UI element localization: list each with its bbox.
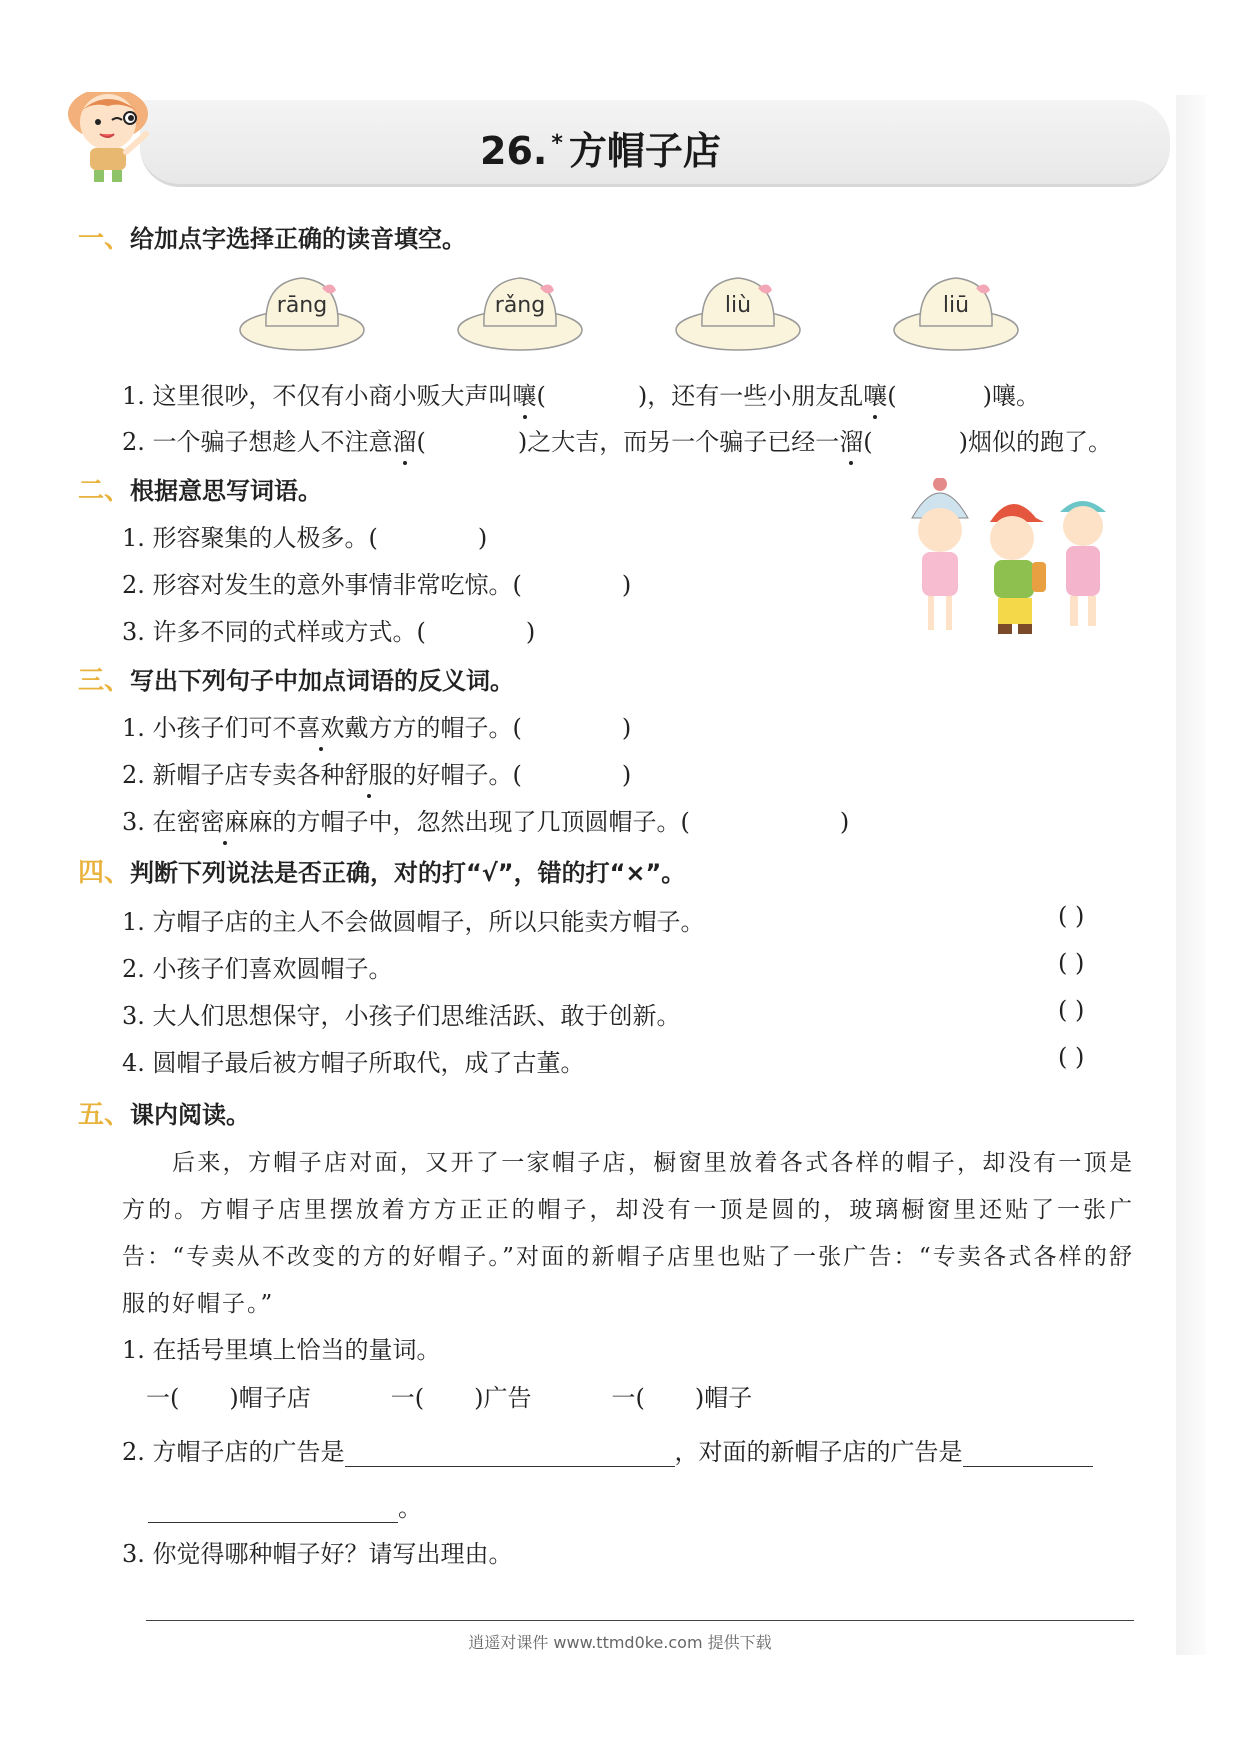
s2q2-text: 2. 形容对发生的意外事情非常吃惊。( [122,571,522,599]
hat-2 [458,278,582,350]
s2q1-text: 1. 形容聚集的人极多。( [122,524,378,552]
s2-question-2 [122,565,631,600]
s4-answer-box-4[interactable]: ( ) [1058,1043,1085,1071]
child-figure-right [1060,501,1106,626]
measure-3-prefix: 一( [611,1384,645,1412]
section4-title [78,852,685,889]
pinyin-hats [236,268,1066,360]
section3-number: 三、 [78,666,131,696]
footer-watermark: 逍遥对课件 www.ttmd0ke.com 提供下载 [468,1633,772,1652]
measure-1-prefix: 一( [146,1384,180,1412]
s1q2-text-a: 2. 一个骗子想趁人不注意 [122,428,393,456]
s3q2-paren-close: ) [621,761,632,789]
children-illustration [900,478,1130,648]
s1q1-text-e: )嚷。 [982,382,1041,410]
s5-question-3: 3. 你觉得哪种帽子好？请写出理由。 [122,1540,513,1568]
s5-question-2-cont [148,1488,422,1523]
s5-measure-words [146,1378,752,1413]
s2q2-paren-close: ) [621,571,632,599]
s1q1-dotted-char-2: 嚷 [863,382,888,410]
section4-number: 四、 [78,858,131,888]
lesson-title [480,120,721,173]
measure-2-noun: )广告 [474,1384,532,1412]
s5q2-answer-line-3[interactable] [148,1500,398,1523]
girl-figure [912,478,968,630]
s5-question-2 [122,1432,1093,1467]
s2q3-text: 3. 许多不同的式样或方式。( [122,618,426,646]
section1-title [78,218,466,255]
s3-question-1 [122,708,631,743]
s4-statement-2: 2. 小孩子们喜欢圆帽子。 [122,955,393,983]
s2-question-1 [122,518,487,553]
s4-answer-box-3[interactable]: ( ) [1058,996,1085,1024]
lesson-number: 26. [480,129,548,173]
s2-question-3 [122,612,535,647]
hat-3 [676,278,800,350]
s1q2-paren-open-1: ( [416,428,426,456]
s1-question-1 [122,376,1040,411]
section4-title-text: 判断下列说法是否正确，对的打“√”，错的打“×”。 [130,859,686,887]
s5q3-answer-line[interactable] [146,1620,1134,1621]
s1q2-paren-open-2: ( [863,428,873,456]
reading-passage-text: 后来，方帽子店对面，又开了一家帽子店，橱窗里放着各式各样的帽子，却没有一顶是方的。方帽子店里摆放着方方正正的帽子，却没有一顶是圆的，玻璃橱窗里还贴了一张广告：“专卖从不改变的方的好帽子。”对面的新帽子店里也贴了一张广告：“专卖各式各样的舒服的好帽子。” [122,1150,1134,1317]
section2-title [78,470,322,507]
boy-figure [990,504,1046,634]
s5q2-text-a: 2. 方帽子店的广告是 [122,1438,345,1466]
s2q1-paren-close: ) [477,524,488,552]
section5-number: 五、 [78,1100,131,1130]
s1-question-2 [122,422,1112,457]
s1q1-text-c: )，还有一些小朋友乱 [637,382,864,410]
s4-statement-4: 4. 圆帽子最后被方帽子所取代，成了古董。 [122,1049,585,1077]
hat-3-pinyin: liù [724,293,752,318]
measure-1-noun: )帽子店 [229,1384,311,1412]
measure-2-prefix: 一( [390,1384,425,1412]
s3q3-dotted-word: 密密麻麻 [176,808,273,836]
s4-statement-1: 1. 方帽子店的主人不会做圆帽子，所以只能卖方帽子。 [122,908,705,936]
s4-statement-3: 3. 大人们思想保守，小孩子们思维活跃、敢于创新。 [122,1002,681,1030]
s4-answer-box-2[interactable]: ( ) [1058,949,1085,977]
s1q2-text-e: )烟似的跑了。 [958,428,1113,456]
s3q3-paren-close: ) [839,808,850,836]
s1q2-text-c: )之大吉，而另一个骗子已经一 [517,428,840,456]
s5q2-text-b: ，对面的新帽子店的广告是 [674,1438,963,1466]
s1q1-paren-open-2: ( [887,382,897,410]
hat-2-pinyin: rǎng [494,293,546,318]
section2-number: 二、 [78,476,131,506]
s1q2-dotted-char-2: 溜 [839,428,864,456]
s1q2-dotted-char-1: 溜 [392,428,417,456]
hat-1 [240,278,364,350]
reading-passage [122,1140,1134,1328]
s3q2-dotted-word: 舒服 [344,761,393,789]
s1q1-text-a: 1. 这里很吵，不仅有小商小贩大声叫 [122,382,513,410]
page-edge-shadow [1176,95,1206,1655]
hat-4 [894,278,1018,350]
s1q1-dotted-char-1: 嚷 [512,382,537,410]
section1-title-text: 给加点字选择正确的读音填空。 [130,225,467,253]
s3q2-text-a: 2. 新帽子店专卖各种 [122,761,345,789]
s3q1-text-b: 戴方方的帽子。( [344,714,522,742]
hat-4-pinyin: liū [942,293,970,318]
section3-title-text: 写出下列句子中加点词语的反义词。 [130,667,515,695]
measure-3-noun: )帽子 [694,1384,753,1412]
s5q2-answer-line-2[interactable] [963,1444,1093,1467]
s3q1-dotted-word: 喜欢 [296,714,345,742]
s3q1-text-a: 1. 小孩子们可不 [122,714,297,742]
section5-title [78,1094,250,1131]
s5q2-end-mark: 。 [398,1494,422,1522]
s5-question-1: 1. 在括号里填上恰当的量词。 [122,1336,441,1364]
section3-title [78,660,514,697]
s3-question-3 [122,802,849,837]
s4-answer-box-1[interactable]: ( ) [1058,902,1085,930]
s1q1-paren-open-1: ( [536,382,546,410]
section2-title-text: 根据意思写词语。 [130,477,323,505]
s3-question-2 [122,755,631,790]
optional-star: * [551,131,563,157]
s5q2-answer-line-1[interactable] [345,1444,675,1467]
s3q1-paren-close: ) [621,714,632,742]
s2q3-paren-close: ) [525,618,536,646]
lesson-title-text: 方帽子店 [568,129,721,173]
section5-title-text: 课内阅读。 [130,1101,251,1129]
s3q3-text-a: 3. 在 [122,808,177,836]
hat-1-pinyin: rāng [276,293,328,318]
mascot-girl-illustration [60,92,170,182]
section1-number: 一、 [78,224,131,254]
s3q2-text-b: 的好帽子。( [392,761,522,789]
s3q3-text-b: 的方帽子中，忽然出现了几顶圆帽子。( [272,808,690,836]
